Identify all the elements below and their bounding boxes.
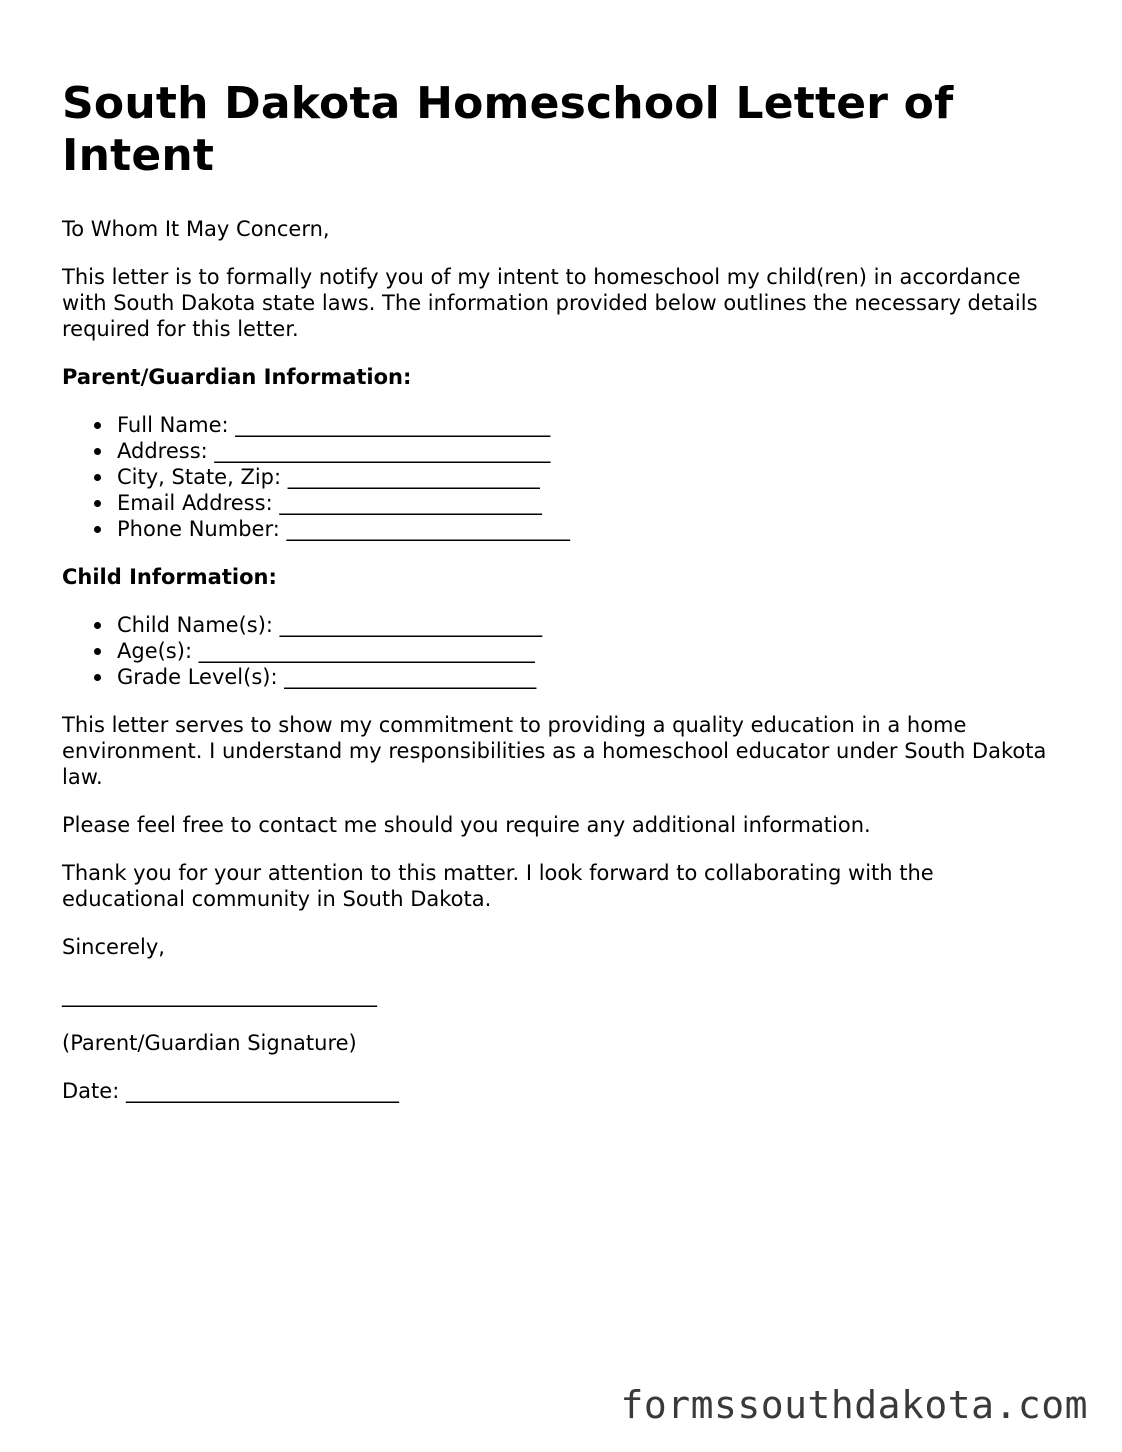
child-grade-field: Grade Level(s): ________________________ [117, 664, 1052, 690]
letter-page [62, 78, 1052, 1104]
site-watermark: formssouthdakota.com [620, 1383, 1088, 1427]
greeting: To Whom It May Concern, [62, 217, 330, 241]
child-fields-list [62, 612, 1052, 690]
closing: Sincerely, [62, 935, 165, 959]
parent-phone-field: Phone Number: ___________________________ [117, 516, 1052, 542]
parent-full-name-field: Full Name: ______________________________ [117, 412, 1052, 438]
thanks-paragraph: Thank you for your attention to this matter. I look forward to collaborating with the educational community in South Dakota. [62, 861, 934, 911]
intro-paragraph: This letter is to formally notify you of my intent to homeschool my child(ren) in accordance with South Dakota state laws. The information provided below outlines the necessary details required for this letter. [62, 265, 1038, 341]
signature-label: (Parent/Guardian Signature) [62, 1031, 357, 1055]
parent-fields-list [62, 412, 1052, 542]
page-title: South Dakota Homeschool Letter of Intent [62, 78, 954, 181]
signature-line: ______________________________ [62, 983, 377, 1007]
child-section-heading: Child Information: [62, 565, 277, 589]
commitment-paragraph: This letter serves to show my commitment to providing a quality education in a home environment. I understand my responsibilities as a homeschool educator under South Dakota law. [62, 713, 1047, 789]
parent-email-field: Email Address: _________________________ [117, 490, 1052, 516]
parent-address-field: Address: ________________________________ [117, 438, 1052, 464]
date-field: Date: __________________________ [62, 1079, 399, 1103]
child-age-field: Age(s): ________________________________ [117, 638, 1052, 664]
child-name-field: Child Name(s): _________________________ [117, 612, 1052, 638]
contact-paragraph: Please feel free to contact me should you require any additional information. [62, 813, 871, 837]
parent-city-state-zip-field: City, State, Zip: ________________________ [117, 464, 1052, 490]
parent-section-heading: Parent/Guardian Information: [62, 365, 412, 389]
